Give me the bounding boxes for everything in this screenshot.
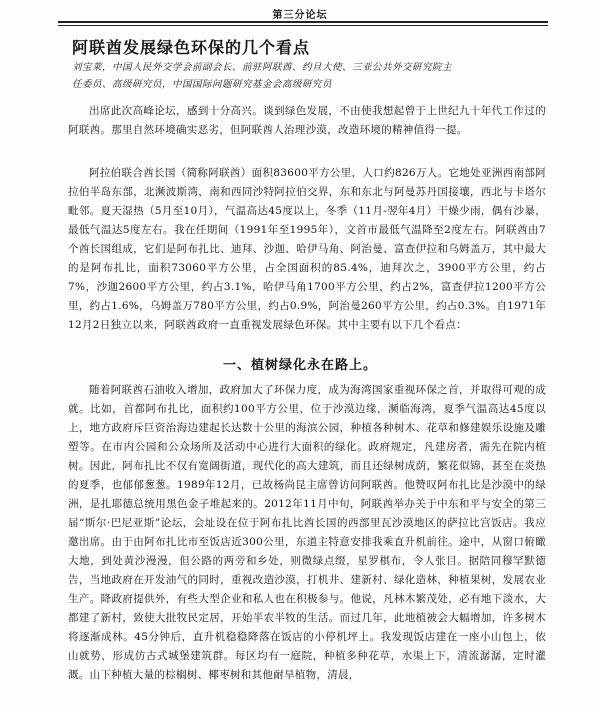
running-header: 第三分论坛 xyxy=(272,10,328,21)
header-rule-thin xyxy=(58,25,548,26)
article-title: 阿联酋发展绿色环保的几个看点 xyxy=(72,38,311,57)
author-bio-line-2: 任委员、高级研究员，中国国际问题研究基金会高级研究员 xyxy=(72,79,333,90)
overview-paragraph xyxy=(68,164,546,335)
section-heading: 一、植树绿化永在路上。 xyxy=(222,358,377,373)
paragraph-3: 随着阿联酋石油收入增加，政府加大了环保力度，成为海湾国家重视环保之首，并取得可观的成就。比如，首都阿布扎比，面积约100平方公里，位于沙漠边缘，濒临海湾，夏季气温高达45度以上，地方政府斥巨资治海边建起长达数十公里的海滨公园，种植各种树木、花草和修建娱乐设施及雕塑等。在市内公园和公众场所及活动中心进行大面积的绿化。政府规定，凡建房者，需先在院内植树。因此，阿布扎比不仅有宽阔街道，现代化的高大建筑，而且还绿树成荫，繁花似锦，甚至在炎热的夏季，也郁郁葱葱。1989年12月，已故杨尚昆主席曾访问阿联酋。他赞叹阿布扎比是沙漠中的绿洲，是扎耶德总统用黑色金子堆起来的。2012年11月中旬，阿联酋举办关于中东和平与安全的第三届“斯尔·巴尼亚斯”论坛，会址设在位于阿布扎比酋长国的西部里瓦沙漠地区的萨拉比宫饭店。我应邀出席。由于由阿布扎比市至饭店近300公里，东道主特意安排我乘直升机前往。途中，从窗口俯瞰大地，到处黄沙漫漫，但公路的两旁和乡处，则微绿点缀，星罗棋布，令人张目。据陪同穆罕默德告，当地政府在开发油气的同时，重视改造沙漠，打机井、建新村、绿化造林，种植果树，发展农业生产。降政府提供外，有些大型企业和私人也在积极参与。他说，凡林木繁茂处，必有地下淡水，大都建了新村，致使大批牧民定居，开始半农半牧的生活。而过几年，此地植被会大幅增加，许多树木将逐渐成林。45分钟后，直升机稳稳降落在饭店的小停机坪上。我发现饭店建在一座小山包上，依山就势，形成仿古式城堡建筑群。每区均有一庭院，种植多种花草，水渠上下，清流潺潺，定时灌溉。山下种植大量的棕榈树、椰枣树和其他耐旱植物，清晨， xyxy=(68,384,546,681)
section-body xyxy=(68,381,546,685)
header-rule xyxy=(58,21,548,23)
paragraph-1: 出席此次高峰论坛，感到十分高兴。谈到绿色发展，不由使我想起曾于上世纪九十年代工作过的阿联酋。那里自然环境确实恶劣，但阿联酋人治理沙漠，改造环境的精神值得一提。 xyxy=(68,105,546,136)
intro-paragraph xyxy=(68,102,546,140)
author-bio-line-1: 刘宝莱，中国人民外交学会前副会长、前驻阿联酋、约旦大使、三亚公共外交研究院主 xyxy=(72,62,453,73)
paragraph-2: 阿拉伯联合酋长国（简称阿联酋）面积83600平方公里，人口约826万人。它地处亚洲西南部阿拉伯半岛东部，北濒波斯湾，南和西同沙特阿拉伯交界，东和东北与阿曼苏丹国接壤，西北与卡塔尔毗邻。夏天湿热（5月至10月），气温高达45度以上，冬季（11月-翌年4月）干燥少雨，偶有沙暴，最低气温达5度左右。我在任期间（1991年至1995年），文首市最低气温降至2度左右。阿联酋由7个酋长国组成，它们是阿布扎比、迪拜、沙迦、哈伊马角、阿治曼、富查伊拉和乌姆盖万，其中最大的是阿布扎比，面积73060平方公里，占全国面积的85.4%，迪拜次之，3900平方公里，约占7%，沙迦2600平方公里，约占3.1%，哈伊马角1700平方公里，约占2%，富查伊拉1200平方公里，约占1.6%，乌姆盖万780平方公里，约占0.9%，阿治曼260平方公里，约占0.3%。自1971年12月2日独立以来，阿联酋政府一直重视发展绿色环保。其中主要有以下几个看点： xyxy=(68,167,546,331)
